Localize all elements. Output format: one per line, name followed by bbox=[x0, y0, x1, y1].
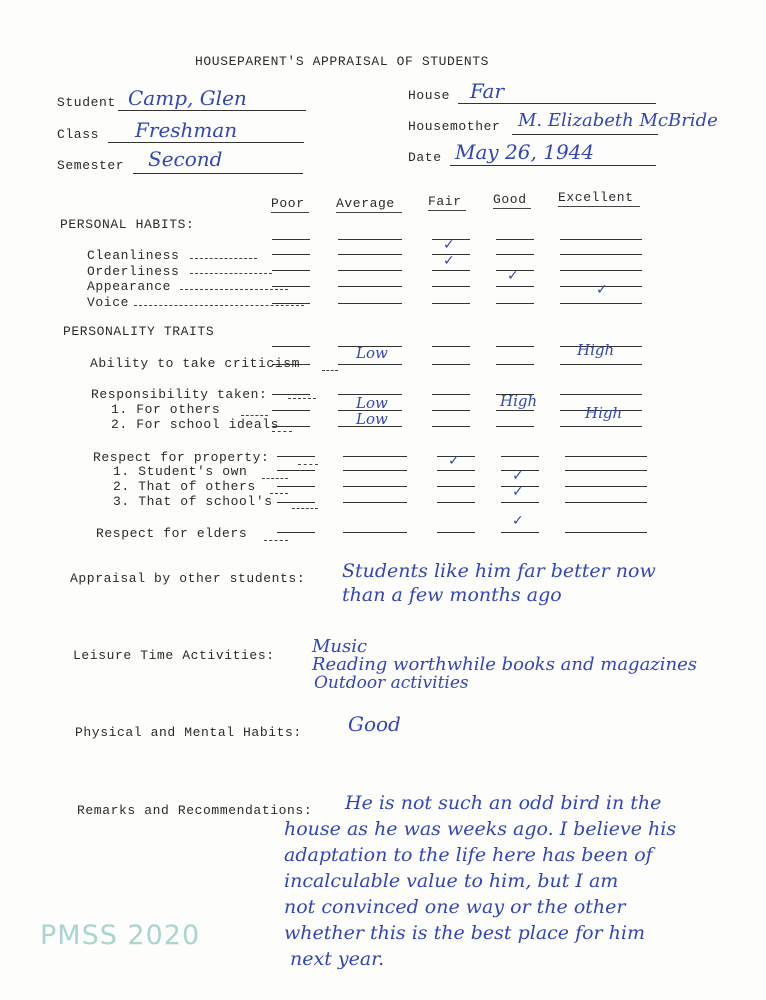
leader-line bbox=[292, 508, 318, 509]
leader-line bbox=[264, 540, 288, 541]
rating-blank bbox=[565, 456, 647, 457]
rating-blank bbox=[277, 502, 315, 503]
rating-blank bbox=[272, 239, 310, 240]
remarks-line: incalculable value to him, but I am bbox=[284, 870, 619, 892]
physical-label: Physical and Mental Habits: bbox=[75, 725, 302, 740]
leisure-line: Outdoor activities bbox=[314, 673, 469, 693]
leisure-line: Reading worthwhile books and magazines bbox=[312, 654, 698, 675]
check-mark: ✓ bbox=[596, 282, 608, 298]
rating-blank bbox=[565, 486, 647, 487]
rating-blank bbox=[560, 239, 642, 240]
rating-blank bbox=[338, 286, 402, 287]
housemother-line bbox=[512, 134, 658, 135]
rating-blank bbox=[277, 470, 315, 471]
date-label: Date bbox=[408, 150, 442, 165]
row-for-others: 1. For others bbox=[111, 402, 221, 417]
leader-line bbox=[190, 258, 257, 259]
student-line bbox=[118, 110, 306, 111]
row-criticism: Ability to take criticism bbox=[90, 356, 301, 371]
col-poor: Poor bbox=[271, 196, 305, 211]
house-line bbox=[458, 103, 656, 104]
rating-blank bbox=[338, 239, 402, 240]
row-that-of-others: 2. That of others bbox=[113, 479, 256, 494]
student-value: Camp, Glen bbox=[128, 86, 247, 110]
leader-line bbox=[262, 478, 288, 479]
leisure-label: Leisure Time Activities: bbox=[73, 648, 275, 663]
rating-blank bbox=[560, 303, 642, 304]
col-poor-underline bbox=[271, 212, 309, 213]
rating-blank bbox=[272, 364, 310, 365]
leader-line bbox=[180, 289, 288, 290]
rating-blank bbox=[343, 502, 407, 503]
house-value: Far bbox=[470, 79, 505, 103]
rating-blank bbox=[496, 286, 534, 287]
rating-blank bbox=[272, 346, 310, 347]
col-fair-underline bbox=[428, 210, 466, 211]
check-mark: ✓ bbox=[512, 468, 524, 484]
row-cleanliness: Cleanliness bbox=[87, 248, 180, 263]
rating-blank bbox=[432, 394, 470, 395]
rating-blank bbox=[432, 286, 470, 287]
section-personal-habits: PERSONAL HABITS: bbox=[60, 217, 195, 232]
check-mark: ✓ bbox=[507, 268, 519, 284]
row-voice: Voice bbox=[87, 295, 130, 310]
rating-blank bbox=[272, 410, 310, 411]
remarks-line: next year. bbox=[290, 948, 385, 970]
col-excellent: Excellent bbox=[558, 190, 634, 205]
row-orderliness: Orderliness bbox=[87, 264, 180, 279]
rating-blank bbox=[343, 532, 407, 533]
rating-blank bbox=[501, 456, 539, 457]
housemother-value: M. Elizabeth McBride bbox=[518, 110, 718, 131]
rating-blank bbox=[565, 502, 647, 503]
class-label: Class bbox=[57, 127, 100, 142]
rating-blank bbox=[496, 239, 534, 240]
row-that-of-schools: 3. That of school's bbox=[113, 494, 273, 509]
mark-low: Low bbox=[356, 394, 388, 412]
rating-blank bbox=[277, 486, 315, 487]
class-value: Freshman bbox=[135, 118, 238, 142]
remarks-label: Remarks and Recommendations: bbox=[77, 803, 313, 818]
rating-blank bbox=[272, 254, 310, 255]
rating-blank bbox=[432, 270, 470, 271]
rating-blank bbox=[343, 486, 407, 487]
rating-blank bbox=[432, 303, 470, 304]
mark-high: High bbox=[585, 404, 623, 422]
row-appearance: Appearance bbox=[87, 279, 172, 294]
col-fair: Fair bbox=[428, 194, 462, 209]
rating-blank bbox=[560, 426, 642, 427]
row-students-own: 1. Student's own bbox=[113, 464, 248, 479]
leader-line bbox=[288, 398, 316, 399]
row-responsibility: Responsibility taken: bbox=[91, 387, 268, 402]
check-mark: ✓ bbox=[443, 253, 455, 269]
rating-blank bbox=[501, 502, 539, 503]
mark-high: High bbox=[500, 392, 538, 410]
leader-line bbox=[270, 493, 288, 494]
rating-blank bbox=[565, 470, 647, 471]
semester-value: Second bbox=[148, 147, 223, 171]
rating-blank bbox=[338, 303, 402, 304]
rating-blank bbox=[560, 394, 642, 395]
rating-blank bbox=[272, 303, 310, 304]
rating-blank bbox=[496, 426, 534, 427]
physical-value: Good bbox=[348, 712, 401, 736]
rating-blank bbox=[432, 426, 470, 427]
row-school-ideals: 2. For school ideals bbox=[111, 417, 280, 432]
leader-line bbox=[241, 415, 268, 416]
appraisal-label: Appraisal by other students: bbox=[70, 571, 306, 586]
remarks-line: He is not such an odd bird in the bbox=[345, 792, 662, 814]
rating-blank bbox=[496, 346, 534, 347]
semester-label: Semester bbox=[57, 158, 125, 173]
rating-blank bbox=[496, 410, 534, 411]
class-line bbox=[108, 142, 304, 143]
rating-blank bbox=[560, 254, 642, 255]
rating-blank bbox=[432, 364, 470, 365]
rating-blank bbox=[437, 470, 475, 471]
rating-blank bbox=[272, 394, 310, 395]
rating-blank bbox=[338, 364, 402, 365]
rating-blank bbox=[338, 254, 402, 255]
remarks-line: whether this is the best place for him bbox=[284, 922, 645, 944]
leader-line bbox=[298, 464, 318, 465]
page-title: HOUSEPARENT'S APPRAISAL OF STUDENTS bbox=[195, 54, 490, 69]
student-label: Student bbox=[57, 95, 116, 110]
rating-blank bbox=[343, 470, 407, 471]
remarks-line: house as he was weeks ago. I believe his bbox=[284, 818, 677, 840]
col-average: Average bbox=[336, 196, 395, 211]
leader-line bbox=[322, 370, 338, 371]
date-value: May 26, 1944 bbox=[455, 140, 595, 164]
housemother-label: Housemother bbox=[408, 119, 501, 134]
rating-blank bbox=[496, 364, 534, 365]
date-line bbox=[450, 165, 656, 166]
check-mark: ✓ bbox=[512, 513, 524, 529]
col-average-underline bbox=[336, 212, 402, 213]
rating-blank bbox=[437, 486, 475, 487]
rating-blank bbox=[272, 270, 310, 271]
row-respect-property: Respect for property: bbox=[93, 450, 270, 465]
rating-blank bbox=[496, 254, 534, 255]
appraisal-line: Students like him far better now bbox=[342, 560, 656, 582]
rating-blank bbox=[343, 456, 407, 457]
rating-blank bbox=[277, 456, 315, 457]
rating-blank bbox=[560, 270, 642, 271]
rating-blank bbox=[560, 364, 642, 365]
col-good: Good bbox=[493, 192, 527, 207]
rating-blank bbox=[338, 270, 402, 271]
appraisal-line: than a few months ago bbox=[342, 584, 562, 606]
mark-low: Low bbox=[356, 410, 388, 428]
rating-blank bbox=[432, 346, 470, 347]
check-mark: ✓ bbox=[443, 237, 455, 253]
semester-line bbox=[133, 173, 303, 174]
mark-low: Low bbox=[356, 344, 388, 362]
leader-line bbox=[190, 273, 272, 274]
check-mark: ✓ bbox=[448, 453, 460, 469]
leisure-line: Music bbox=[312, 636, 368, 657]
col-good-underline bbox=[493, 208, 531, 209]
leader-line bbox=[272, 431, 292, 432]
check-mark: ✓ bbox=[512, 484, 524, 500]
watermark: PMSS 2020 bbox=[40, 920, 201, 951]
rating-blank bbox=[437, 532, 475, 533]
rating-blank bbox=[496, 303, 534, 304]
rating-blank bbox=[501, 532, 539, 533]
rating-blank bbox=[437, 502, 475, 503]
leader-line bbox=[134, 305, 304, 306]
row-respect-elders: Respect for elders bbox=[96, 526, 248, 541]
rating-blank bbox=[432, 410, 470, 411]
rating-blank bbox=[277, 532, 315, 533]
col-excellent-underline bbox=[558, 206, 640, 207]
section-personality-traits: PERSONALITY TRAITS bbox=[63, 324, 215, 339]
rating-blank bbox=[272, 426, 310, 427]
house-label: House bbox=[408, 88, 451, 103]
mark-high: High bbox=[577, 341, 615, 359]
remarks-line: not convinced one way or the other bbox=[284, 896, 626, 918]
rating-blank bbox=[272, 286, 310, 287]
rating-blank bbox=[565, 532, 647, 533]
remarks-line: adaptation to the life here has been of bbox=[284, 844, 653, 866]
